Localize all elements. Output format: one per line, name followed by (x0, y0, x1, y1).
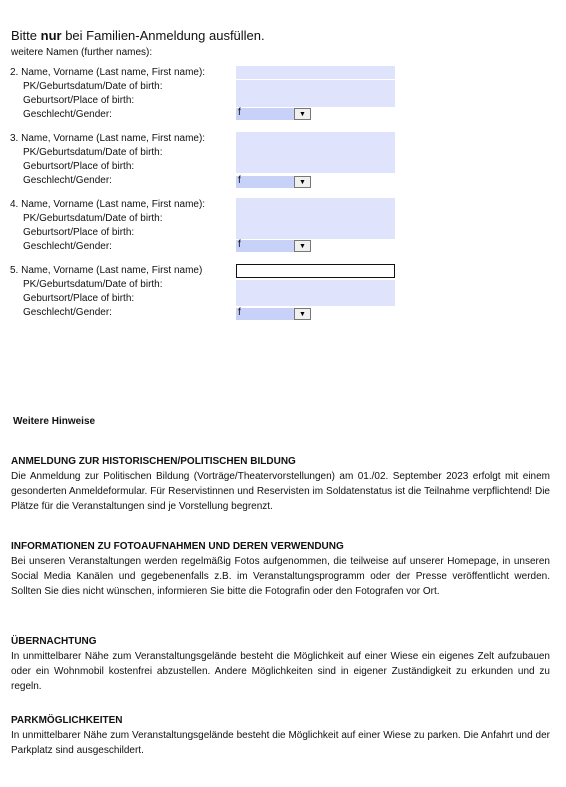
section-body: Die Anmeldung zur Politischen Bildung (Vorträge/Theatervorstellungen) am 01./02. September 2023 erfolgt mit einem gesonderten Anmeldeformular. Für Reservistinnen und Reservisten im Soldatenstatus ist die Teilnahme verpflichtend! Die Plätze für die Veranstaltungen sind je Vorstellung begrenzt. (11, 471, 550, 512)
gender-label: Geschlecht/Gender: (23, 241, 112, 252)
chevron-down-icon[interactable]: ▼ (294, 108, 311, 120)
person-4-gender-select[interactable] (236, 240, 311, 252)
section-title: ÜBERNACHTUNG (11, 636, 97, 647)
chevron-down-icon[interactable]: ▼ (294, 308, 311, 320)
chevron-down-icon[interactable]: ▼ (294, 240, 311, 252)
notes-title: Weitere Hinweise (13, 416, 96, 427)
gender-value: f (238, 307, 241, 318)
section-title: INFORMATIONEN ZU FOTOAUFNAHMEN UND DEREN VERWENDUNG (11, 541, 344, 552)
pk-label: PK/Geburtsdatum/Date of birth: (23, 147, 163, 158)
chevron-down-icon[interactable]: ▼ (294, 176, 311, 188)
gender-value: f (238, 239, 241, 250)
notes-section-accommodation (11, 634, 550, 694)
name-label: 3. Name, Vorname (Last name, First name): (10, 133, 206, 144)
person-2-birth-input[interactable] (236, 80, 395, 107)
heading-suffix: bei Familien-Anmeldung ausfüllen. (61, 28, 265, 43)
pk-label: PK/Geburtsdatum/Date of birth: (23, 279, 163, 290)
name-label: 5. Name, Vorname (Last name, First name) (10, 265, 203, 276)
birthplace-label: Geburtsort/Place of birth: (23, 227, 135, 238)
gender-label: Geschlecht/Gender: (23, 307, 112, 318)
heading-emphasis: nur (40, 28, 62, 43)
section-title: ANMELDUNG ZUR HISTORISCHEN/POLITISCHEN BILDUNG (11, 456, 296, 467)
person-2-name-input[interactable] (236, 66, 395, 79)
gender-value: f (238, 175, 241, 186)
gender-value: f (238, 107, 241, 118)
section-body: In unmittelbarer Nähe zum Veranstaltungsgelände besteht die Möglichkeit auf einer Wiese ein eigenes Zelt aufzubauen oder ein Wohnmobil kostenfrei abzustellen. Andere Möglichkeiten sind in eigener Zuständigkeit zu erkunden und zu regeln. (11, 651, 550, 692)
name-label: 4. Name, Vorname (Last name, First name): (10, 199, 206, 210)
further-names-label: weitere Namen (further names): (11, 47, 153, 58)
birthplace-label: Geburtsort/Place of birth: (23, 293, 135, 304)
birthplace-label: Geburtsort/Place of birth: (23, 161, 135, 172)
form-heading (11, 28, 265, 43)
name-label: 2. Name, Vorname (Last name, First name): (10, 67, 206, 78)
section-body: Bei unseren Veranstaltungen werden regelmäßig Fotos aufgenommen, die teilweise auf unserer Homepage, in unseren Social Media Kanälen und gegebenenfalls z.B. im Veranstaltungsprogramm oder der Presse veröffentlicht werden. Sollten Sie dies nicht wünschen, informieren Sie bitte die Fotografin oder den Fotografen vor Ort. (11, 556, 550, 597)
person-3-gender-select[interactable] (236, 176, 311, 188)
pk-label: PK/Geburtsdatum/Date of birth: (23, 81, 163, 92)
heading-prefix: Bitte (11, 28, 41, 43)
notes-section-parking (11, 713, 550, 758)
person-5-gender-select[interactable] (236, 308, 311, 320)
person-3-details-input[interactable] (236, 132, 395, 173)
section-title: PARKMÖGLICHKEITEN (11, 715, 123, 726)
pk-label: PK/Geburtsdatum/Date of birth: (23, 213, 163, 224)
birthplace-label: Geburtsort/Place of birth: (23, 95, 135, 106)
person-4-details-input[interactable] (236, 198, 395, 239)
notes-section-education (11, 454, 550, 514)
section-body: In unmittelbarer Nähe zum Veranstaltungsgelände besteht die Möglichkeit auf einer Wiese zu parken. Die Anfahrt und der Parkplatz sind ausgeschildert. (11, 730, 550, 756)
notes-section-photos (11, 539, 550, 599)
person-2-gender-select[interactable] (236, 108, 311, 120)
person-5-name-input[interactable] (236, 264, 395, 278)
person-5-birth-input[interactable] (236, 280, 395, 306)
gender-label: Geschlecht/Gender: (23, 109, 112, 120)
gender-label: Geschlecht/Gender: (23, 175, 112, 186)
